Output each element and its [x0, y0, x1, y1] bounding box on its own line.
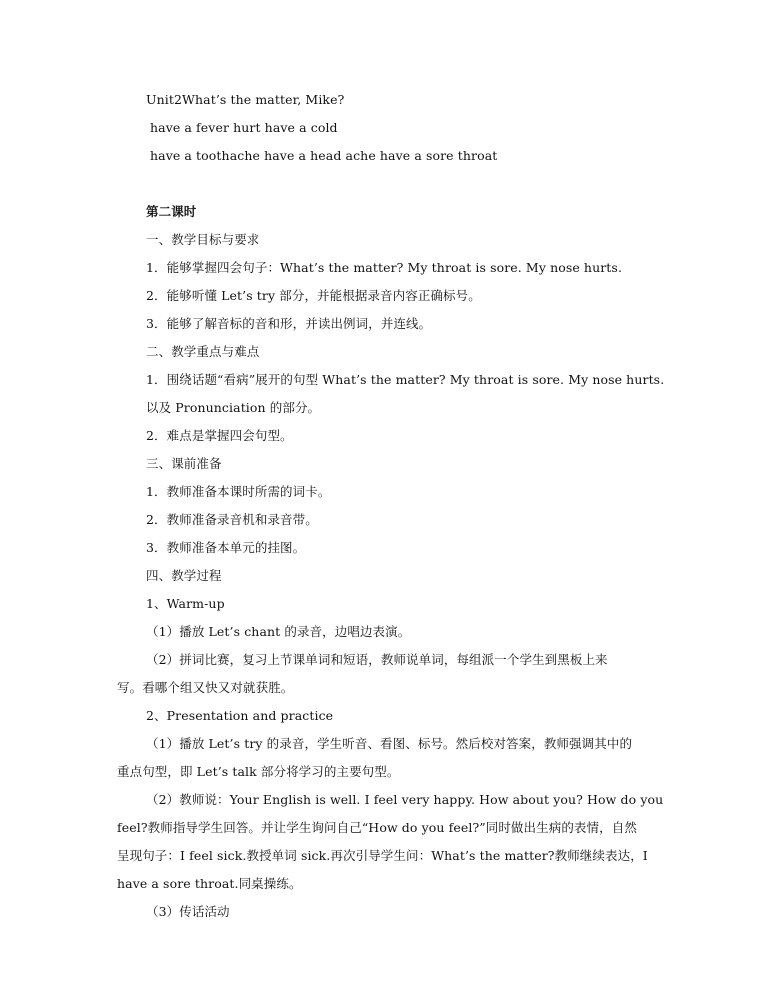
section-2-item-2: 2．难点是掌握四会句型。 — [146, 428, 293, 443]
warmup-paragraph-1: （1）播放 Let’s chant 的录音，边唱边表演。 — [146, 624, 411, 639]
presentation-paragraph-2-line-3: 呈现句子：I feel sick.教授单词 sick.再次引导学生问：What’s the matter?教师继续表达，I — [117, 848, 648, 863]
vocab-line-2: have a toothache have a head ache have a sore throat — [150, 148, 498, 163]
warmup-paragraph-2-line-1: （2）拼词比赛，复习上节课单词和短语，教师说单词，每组派一个学生到黑板上来 — [146, 652, 608, 667]
section-2-heading: 二、教学重点与难点 — [146, 344, 260, 359]
section-1-item: 3．能够了解音标的音和形，并读出例词，并连线。 — [146, 316, 432, 331]
section-3-item: 3．教师准备本单元的挂图。 — [146, 540, 306, 555]
section-3-heading: 三、课前准备 — [146, 456, 222, 471]
section-1-heading: 一、教学目标与要求 — [146, 232, 260, 247]
warmup-paragraph-2-line-2: 写。看哪个组又快又对就获胜。 — [117, 680, 294, 695]
vocab-line-1: have a fever hurt have a cold — [150, 120, 338, 135]
presentation-paragraph-2-line-2: feel?教师指导学生回答。并让学生询问自己“How do you feel?”同时做出生病的表情，自然 — [117, 820, 637, 835]
presentation-paragraph-2-line-4: have a sore throat.同桌操练。 — [117, 876, 302, 891]
lesson-heading: 第二课时 — [146, 204, 197, 219]
presentation-paragraph-2-line-1: （2）教师说：Your English is well. I feel very happy. How about you? How do you — [146, 792, 664, 807]
warmup-heading: 1、Warm-up — [146, 596, 225, 611]
presentation-paragraph-1-line-2: 重点句型，即 Let’s talk 部分将学习的主要句型。 — [117, 764, 400, 779]
presentation-paragraph-1-line-1: （1）播放 Let’s try 的录音，学生听音、看图、标号。然后校对答案，教师强调其中的 — [146, 736, 633, 751]
section-1-item: 1．能够掌握四会句子：What’s the matter? My throat is sore. My nose hurts. — [146, 260, 623, 275]
section-4-heading: 四、教学过程 — [146, 568, 222, 583]
presentation-heading: 2、Presentation and practice — [146, 708, 334, 723]
section-2-item-1-line-2: 以及 Pronunciation 的部分。 — [146, 400, 321, 415]
section-3-item: 2．教师准备录音机和录音带。 — [146, 512, 318, 527]
section-2-item-1-line-1: 1．围绕话题“看病”展开的句型 What’s the matter? My throat is sore. My nose hurts. — [146, 372, 665, 387]
presentation-paragraph-3: （3）传话活动 — [146, 904, 230, 919]
unit-title: Unit2What’s the matter, Mike? — [146, 92, 345, 107]
section-1-item: 2．能够听懂 Let’s try 部分，并能根据录音内容正确标号。 — [146, 288, 481, 303]
section-3-item: 1．教师准备本课时所需的词卡。 — [146, 484, 331, 499]
